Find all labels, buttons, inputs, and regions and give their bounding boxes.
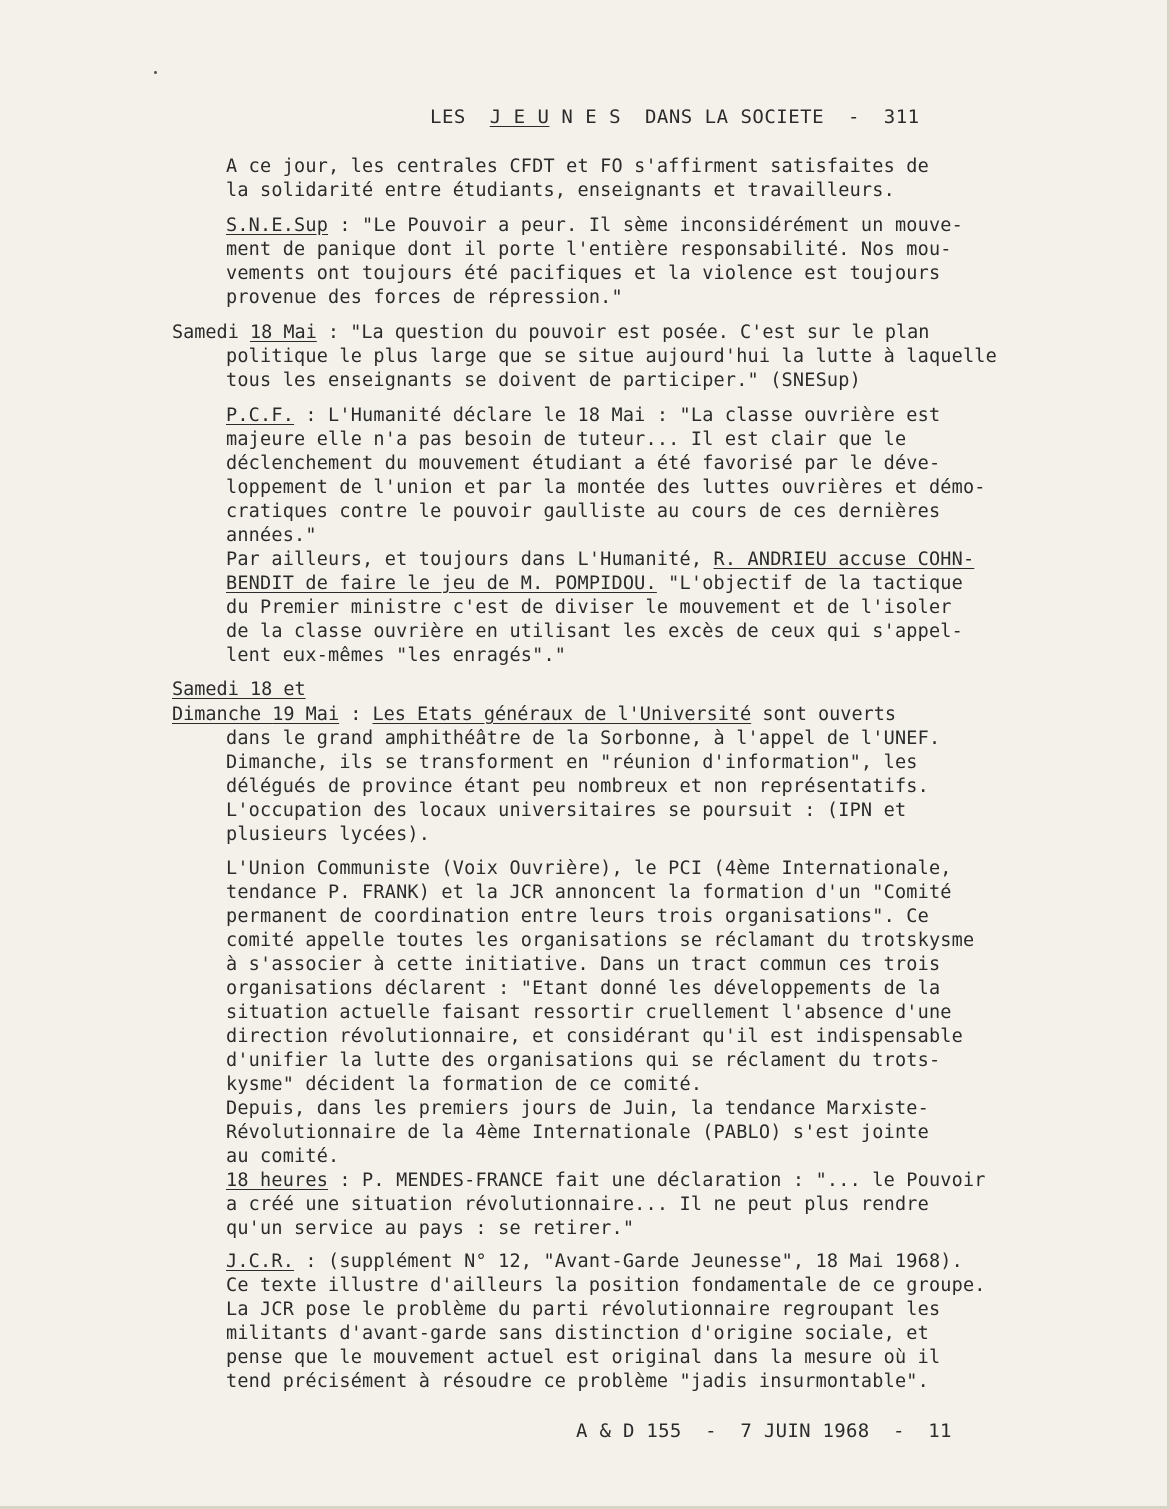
text-line: kysme" décident la formation de ce comité. xyxy=(226,1074,703,1095)
snesup-first-line: : "Le Pouvoir a peur. Il sème inconsidérément un mouve- xyxy=(328,215,963,236)
text-line: provenue des forces de répression." xyxy=(226,287,623,308)
bendit-rest: "L'objectif de la tactique xyxy=(656,573,963,594)
header-rest: DANS LA SOCIETE xyxy=(644,106,825,128)
andrieu-prefix: Par ailleurs, et toujours dans L'Humanité, xyxy=(226,549,714,570)
text-line: L'occupation des locaux universitaires se poursuit : (IPN et xyxy=(226,800,907,821)
entry-date-dimanche-19 xyxy=(172,703,896,727)
footer-dash: - xyxy=(893,1420,905,1442)
text-line: La JCR pose le problème du parti révolutionnaire regroupant les xyxy=(226,1299,941,1320)
text-line: A ce jour, les centrales CFDT et FO s'affirment satisfaites de xyxy=(226,156,929,177)
text-line: déclenchement du mouvement étudiant a été favorisé par le déve- xyxy=(226,453,941,474)
heures-label: 18 heures xyxy=(226,1170,329,1191)
paragraph-pcf xyxy=(226,404,1106,668)
footer-dash: - xyxy=(705,1420,717,1442)
running-header xyxy=(430,106,920,128)
pcf-first-line: : L'Humanité déclare le 18 Mai : "La classe ouvrière est xyxy=(294,405,941,426)
text-line: la solidarité entre étudiants, enseignants et travailleurs. xyxy=(226,180,895,201)
header-jeunes-underlined: J E U xyxy=(489,106,550,128)
text-line xyxy=(226,1169,1106,1193)
text-line: tous les enseignants se doivent de participer." (SNESup) xyxy=(226,370,861,391)
text-line: délégués de province étant peu nombreux et non représentatifs. xyxy=(226,776,929,797)
date-colon: : xyxy=(339,704,373,725)
header-jeunes-rest: N E S xyxy=(549,106,622,128)
jcr-label: J.C.R. xyxy=(226,1251,295,1272)
text-line: a créé une situation révolutionnaire... Il ne peut plus rendre xyxy=(226,1194,929,1215)
text-line: d'unifier la lutte des organisations qui se réclament du trots- xyxy=(226,1050,941,1071)
text-line xyxy=(226,214,1106,238)
date-line-2-prefix: Dimanche xyxy=(172,704,273,725)
paragraph-snesup xyxy=(226,214,1106,310)
text-line: à s'associer à cette initiative. Dans un tract commun ces trois xyxy=(226,954,941,975)
footer-issue: A & D 155 xyxy=(576,1420,682,1442)
text-line: vements ont toujours été pacifiques et la violence est toujours xyxy=(226,263,941,284)
s18-first-line: : "La question du pouvoir est posée. C'est sur le plan xyxy=(316,322,930,343)
text-line: majeure elle n'a pas besoin de tuteur... Il est clair que le xyxy=(226,429,907,450)
text-line: qu'un service au pays : se retirer." xyxy=(226,1218,635,1239)
text-line: années." xyxy=(226,525,317,546)
paragraph-etats-generaux xyxy=(226,727,1106,847)
text-line: au comité. xyxy=(226,1146,340,1167)
text-line: pense que le mouvement actuel est original dans la mesure où il xyxy=(226,1347,941,1368)
text-line xyxy=(226,548,1106,572)
text-line: L'Union Communiste (Voix Ouvrière), le PCI (4ème Internationale, xyxy=(226,858,952,879)
text-line: tend précisément à résoudre ce problème "jadis insurmontable". xyxy=(226,1371,929,1392)
text-line: organisations déclarent : "Etant donné les développements de la xyxy=(226,978,941,999)
paragraph-jcr xyxy=(226,1250,1106,1394)
footer-page-number: 11 xyxy=(928,1420,952,1442)
text-line: Révolutionnaire de la 4ème Internationale (PABLO) s'est jointe xyxy=(226,1122,929,1143)
paragraph-centrales xyxy=(226,155,1106,203)
date-underlined: 18 Mai xyxy=(249,322,317,343)
text-line: situation actuelle faisant ressortir cruellement l'absence d'une xyxy=(226,1002,952,1023)
text-line: politique le plus large que se situe aujourd'hui la lutte à laquelle xyxy=(226,346,997,367)
text-line: dans le grand amphithéâtre de la Sorbonne, à l'appel de l'UNEF. xyxy=(226,728,941,749)
text-line: tendance P. FRANK) et la JCR annoncent la formation d'un "Comité xyxy=(226,882,952,903)
text-line: de la classe ouvrière en utilisant les excès de ceux qui s'appel- xyxy=(226,621,963,642)
entry-date-samedi-18 xyxy=(172,321,929,345)
text-line xyxy=(226,404,1106,428)
text-line: Dimanche, ils se transforment en "réunion d'information", les xyxy=(226,752,918,773)
text-line: plusieurs lycées). xyxy=(226,824,431,845)
text-line: loppement de l'union et par la montée des luttes ouvrières et démo- xyxy=(226,477,986,498)
date-line-2-underlined: 19 Mai xyxy=(272,704,340,725)
pcf-label: P.C.F. xyxy=(226,405,295,426)
header-les: LES xyxy=(430,106,466,128)
text-line: cratiques contre le pouvoir gaulliste au cours de ces dernières xyxy=(226,501,941,522)
header-page-number: 311 xyxy=(883,106,920,128)
date-prefix: Samedi xyxy=(172,322,250,343)
text-line: Depuis, dans les premiers jours de Juin, la tendance Marxiste- xyxy=(226,1098,929,1119)
paragraph-18-heures xyxy=(226,1169,1106,1241)
text-line xyxy=(226,572,1106,596)
andrieu-underlined: R. ANDRIEU accuse COHN- xyxy=(713,549,975,570)
text-line xyxy=(226,1250,1106,1274)
footer-date: 7 JUIN 1968 xyxy=(740,1420,870,1442)
etats-generaux: Les Etats généraux de l'Université xyxy=(372,704,752,725)
jcr-first-line: : (supplément N° 12, "Avant-Garde Jeunesse", 18 Mai 1968). xyxy=(294,1251,963,1272)
text-line: Ce texte illustre d'ailleurs la position fondamentale de ce groupe. xyxy=(226,1275,986,1296)
paragraph-samedi-18 xyxy=(226,345,1106,393)
page-footer xyxy=(576,1420,952,1442)
entry-date-samedi-18-et xyxy=(172,678,306,702)
text-line: ment de panique dont il porte l'entière responsabilité. Nos mou- xyxy=(226,239,952,260)
ink-speck xyxy=(154,71,157,74)
date-line-1: Samedi 18 et xyxy=(172,679,306,700)
text-line: direction révolutionnaire, et considérant qu'il est indispensable xyxy=(226,1026,963,1047)
text-line: comité appelle toutes les organisations se réclamant du trotskysme xyxy=(226,930,975,951)
header-dash: - xyxy=(847,106,860,128)
text-line: du Premier ministre c'est de diviser le mouvement et de l'isoler xyxy=(226,597,952,618)
text-line: militants d'avant-garde sans distinction d'origine sociale, et xyxy=(226,1323,929,1344)
s18-19-first-line: sont ouverts xyxy=(751,704,896,725)
text-line: permanent de coordination entre leurs trois organisations". Ce xyxy=(226,906,929,927)
paragraph-union-communiste xyxy=(226,857,1106,1169)
snesup-label: S.N.E.Sup xyxy=(226,215,329,236)
heures-first-line: : P. MENDES-FRANCE fait une déclaration : "... le Pouvoir xyxy=(328,1170,986,1191)
bendit-underlined: BENDIT de faire le jeu de M. POMPIDOU. xyxy=(226,573,657,594)
text-line: lent eux-mêmes "les enragés"." xyxy=(226,645,567,666)
